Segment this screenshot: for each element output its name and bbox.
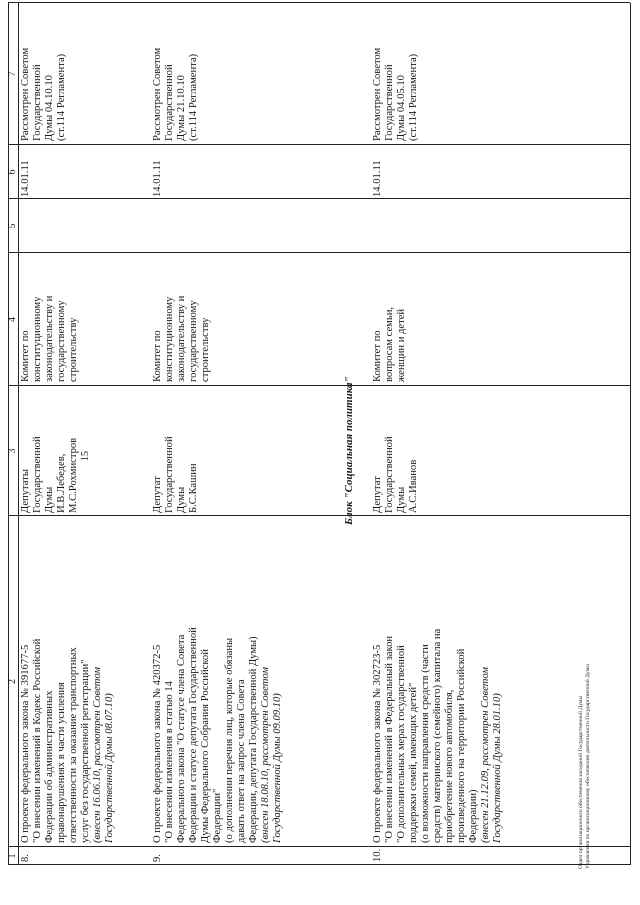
bill-title-line: "О внесении изменения в статью 14 <box>164 681 175 843</box>
author-line: И.В.Лебедев, <box>56 453 67 513</box>
column-header-7: 7 <box>7 71 18 77</box>
footer-line: Управления по организационному обеспечению деятельности Государственной Думы <box>585 664 591 869</box>
bill-title-line: ответственности за оказание транспортных <box>68 647 79 843</box>
author-line: Государственной <box>32 436 43 513</box>
bill-note-line: (внесен 18.08.10, рассмотрен Советом <box>260 667 271 843</box>
author-line: Государственной <box>384 436 395 513</box>
column-divider-left <box>8 864 630 865</box>
status-line: (ст.114 Регламента) <box>188 53 199 141</box>
column-divider-1 <box>8 846 630 847</box>
column-header-3: 3 <box>7 448 18 454</box>
bill-title-line: О проекте федерального закона № 420372-5 <box>152 644 163 843</box>
bill-title-line: поддержки семей, имеющих детей" <box>408 682 419 843</box>
row-number: 10. <box>372 848 383 862</box>
row-number: 8. <box>20 854 31 862</box>
bill-title-line: "О дополнительных мерах государственной <box>396 645 407 843</box>
bill-note-line: Государственной Думы 09.09.10) <box>272 693 283 843</box>
committee-line: Комитет по <box>372 330 383 382</box>
column-divider-6 <box>8 144 630 145</box>
status-line: Думы 21.10.10 <box>176 75 187 141</box>
bill-title-line: Федерации и статусе депутата Государственной <box>188 627 199 843</box>
bill-title-line: Федерации об административных <box>44 690 55 843</box>
bill-title-line: произведенного на территории Российской <box>456 648 467 843</box>
bill-title-line: Федерации, депутата Государственной Думы) <box>248 636 259 843</box>
committee-line: государственному <box>56 300 67 382</box>
author-line: Депутат <box>372 476 383 513</box>
bill-title-line: Думы Федерального Собрания Российской <box>200 649 211 843</box>
bill-title-line: Федерации" <box>212 788 223 843</box>
date-cell: 14.01.11 <box>20 160 31 197</box>
section-heading: Блок "Социальная политика" <box>343 376 355 525</box>
status-line: Рассмотрен Советом <box>372 47 383 141</box>
committee-line: строительству <box>68 317 79 382</box>
status-line: Думы 04.05.10 <box>396 75 407 141</box>
committee-line: женщин и детей <box>396 308 407 382</box>
column-divider-4 <box>8 252 630 253</box>
column-header-4: 4 <box>7 317 18 322</box>
author-line: Б.С.Кашин <box>188 463 199 513</box>
row-number: 9. <box>152 854 163 862</box>
table-border-bottom <box>630 3 631 865</box>
column-header-2: 2 <box>7 679 18 684</box>
committee-line: государственному <box>188 300 199 382</box>
bill-title-line: Федерации) <box>468 789 479 843</box>
status-line: Рассмотрен Советом <box>152 47 163 141</box>
bill-title-line: "О внесении изменений в Кодекс Российской <box>32 638 43 843</box>
bill-title-line: "О внесении изменений в Федеральный закон <box>384 635 395 843</box>
status-line: Думы 04.10.10 <box>44 75 55 141</box>
bill-title-line: О проекте федерального закона № 391677-5 <box>20 644 31 843</box>
bill-title-line: О проекте федерального закона № 302723-5 <box>372 644 383 843</box>
committee-line: законодательству и <box>176 295 187 382</box>
status-line: Государственной <box>164 64 175 141</box>
status-line: Рассмотрен Советом <box>20 47 31 141</box>
column-divider-5 <box>8 198 630 199</box>
author-line: А.С.Иванов <box>408 459 419 513</box>
page-number: 15 <box>80 451 91 461</box>
bill-title-line: приобретение нового автомобиля, <box>444 689 455 843</box>
status-line: (ст.114 Регламента) <box>408 53 419 141</box>
bill-note-line: Государственной Думы 28.01.10) <box>492 693 503 843</box>
date-cell: 14.01.11 <box>372 160 383 197</box>
author-line: М.С.Рохмистров <box>68 437 79 513</box>
header-separator <box>18 3 19 865</box>
bill-note-line: (внесен 21.12.09, рассмотрен Советом <box>480 667 491 843</box>
committee-line: строительству <box>200 317 211 382</box>
committee-line: конституционному <box>32 296 43 382</box>
column-divider-3 <box>8 385 630 386</box>
bill-title-line: (о возможности направления средств (части <box>420 644 431 843</box>
status-line: Государственной <box>32 64 43 141</box>
date-cell: 14.01.11 <box>152 160 163 197</box>
bill-note-line: (внесен 16.06.10, рассмотрен Советом <box>92 667 103 843</box>
committee-line: конституционному <box>164 296 175 382</box>
bill-title-line: (о дополнении перечня лиц, которые обязаны <box>224 637 235 843</box>
bill-title-line: средств) материнского (семейного) капитала на <box>432 628 443 843</box>
footer-line: Отдел организационного обеспечения заседаний Государственной Думы <box>578 695 584 869</box>
bill-title-line: правонарушениях в части усиления <box>56 682 67 843</box>
committee-line: законодательству и <box>44 295 55 382</box>
committee-line: Комитет по <box>152 330 163 382</box>
column-header-1: 1 <box>7 853 18 859</box>
author-line: Думы <box>396 486 407 513</box>
author-line: Депутат <box>152 476 163 513</box>
committee-line: Комитет по <box>20 330 31 382</box>
author-line: Думы <box>176 486 187 513</box>
column-divider-2 <box>8 515 630 516</box>
column-header-6: 6 <box>7 169 18 175</box>
author-line: Государственной <box>164 436 175 513</box>
bill-note-line: Государственной Думы 08.07.10) <box>104 693 115 843</box>
bill-title-line: Федерального закона "О статусе члена Совета <box>176 634 187 843</box>
author-line: Депутаты <box>20 469 31 513</box>
status-line: (ст.114 Регламента) <box>56 53 67 141</box>
status-line: Государственной <box>384 64 395 141</box>
committee-line: вопросам семьи, <box>384 306 395 382</box>
author-line: Думы <box>44 486 55 513</box>
column-header-5: 5 <box>7 223 18 229</box>
bill-title-line: услуг без государственной регистрации" <box>80 659 91 843</box>
column-divider-right <box>8 2 630 3</box>
bill-title-line: давать ответ на запрос члена Совета <box>236 679 247 843</box>
